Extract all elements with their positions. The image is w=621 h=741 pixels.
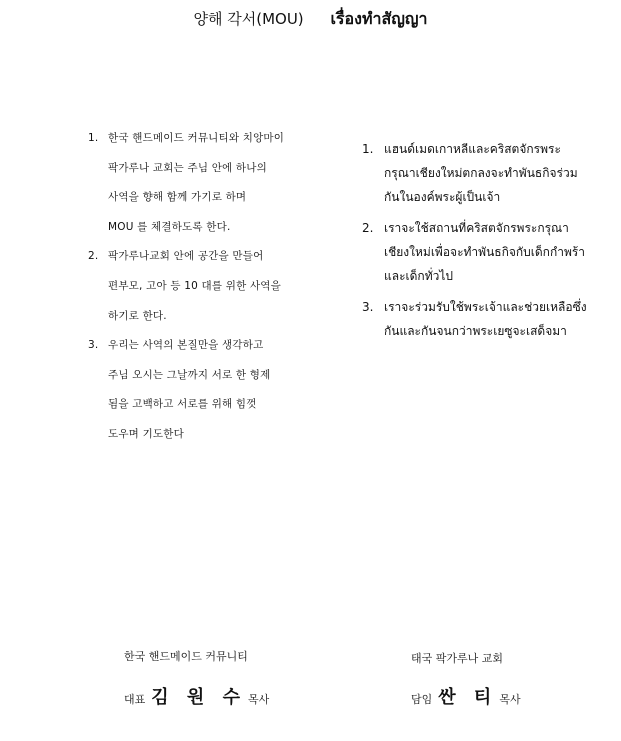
signatory-role: 대표 xyxy=(124,693,146,706)
item-line: 편부모, 고아 등 10 대를 위한 사역을 xyxy=(108,279,281,292)
item-text: เราจะร่วมรับใช้พระเจ้าและช่วยเหลือซึ่งกันและกันจนกว่าพระเยซูจะเสด็จมา xyxy=(384,300,587,338)
item-line: 됨을 고백하고 서로를 위해 힘껏 xyxy=(108,398,257,411)
signatory-title: 목사 xyxy=(499,693,521,706)
signatory-role: 담임 xyxy=(411,693,433,706)
item-line: 사역을 향해 함께 가기로 하며 xyxy=(108,191,247,204)
signatory-title: 목사 xyxy=(247,693,270,706)
item-line: 팍가루나 교회는 주님 안에 하나의 xyxy=(108,161,267,174)
title-thai: เรื่องทำสัญญา xyxy=(330,9,428,28)
item-number: 1. xyxy=(88,132,99,144)
korean-term-1 xyxy=(88,124,333,242)
item-number: 2. xyxy=(362,221,374,235)
right-signatory-organization: 태국 팍가루나 교회 xyxy=(411,652,504,665)
item-line: 하기로 한다. xyxy=(108,309,167,322)
item-line: 우리는 사역의 본질만을 생각하고 xyxy=(108,339,264,352)
right-signatory xyxy=(411,683,521,709)
left-signatory xyxy=(124,683,269,709)
signatory-name: 김 원 수 xyxy=(151,687,246,708)
korean-term-3 xyxy=(88,331,333,449)
thai-term-1 xyxy=(362,137,592,209)
document-title xyxy=(0,8,621,30)
item-line: MOU 를 체결하도록 한다. xyxy=(108,220,231,233)
item-number: 3. xyxy=(88,339,99,352)
thai-term-2 xyxy=(362,216,592,288)
thai-terms-list xyxy=(362,137,592,350)
item-number: 2. xyxy=(88,250,99,263)
title-korean: 양해 각서(MOU) xyxy=(193,10,304,28)
thai-term-3 xyxy=(362,295,592,343)
signatory-name: 싼 티 xyxy=(438,687,498,708)
korean-terms-list xyxy=(88,124,333,450)
item-line: 팍가루나교회 안에 공간을 만들어 xyxy=(108,250,264,263)
item-line: 주님 오시는 그날까지 서로 한 형제 xyxy=(108,368,271,381)
left-signatory-organization: 한국 핸드메이드 커뮤니티 xyxy=(124,650,248,663)
item-number: 3. xyxy=(362,300,374,314)
item-line: 한국 핸드메이드 커뮤니티와 치앙마이 xyxy=(108,132,285,144)
item-text: เราจะใช้สถานที่คริสตจักรพระกรุณาเชียงใหม่เพื่อจะทำพันธกิจกับเด็กกำพร้าและเด็กทั่วไป xyxy=(384,221,586,283)
item-text: แฮนด์เมดเกาหลีและคริสตจักรพระกรุณาเชียงใหม่ตกลงจะทำพันธกิจร่วมกันในองค์พระผู้เป็นเจ้า xyxy=(384,142,578,204)
item-number: 1. xyxy=(362,142,374,156)
item-line: 도우며 기도한다 xyxy=(108,427,184,440)
korean-term-2 xyxy=(88,242,333,331)
